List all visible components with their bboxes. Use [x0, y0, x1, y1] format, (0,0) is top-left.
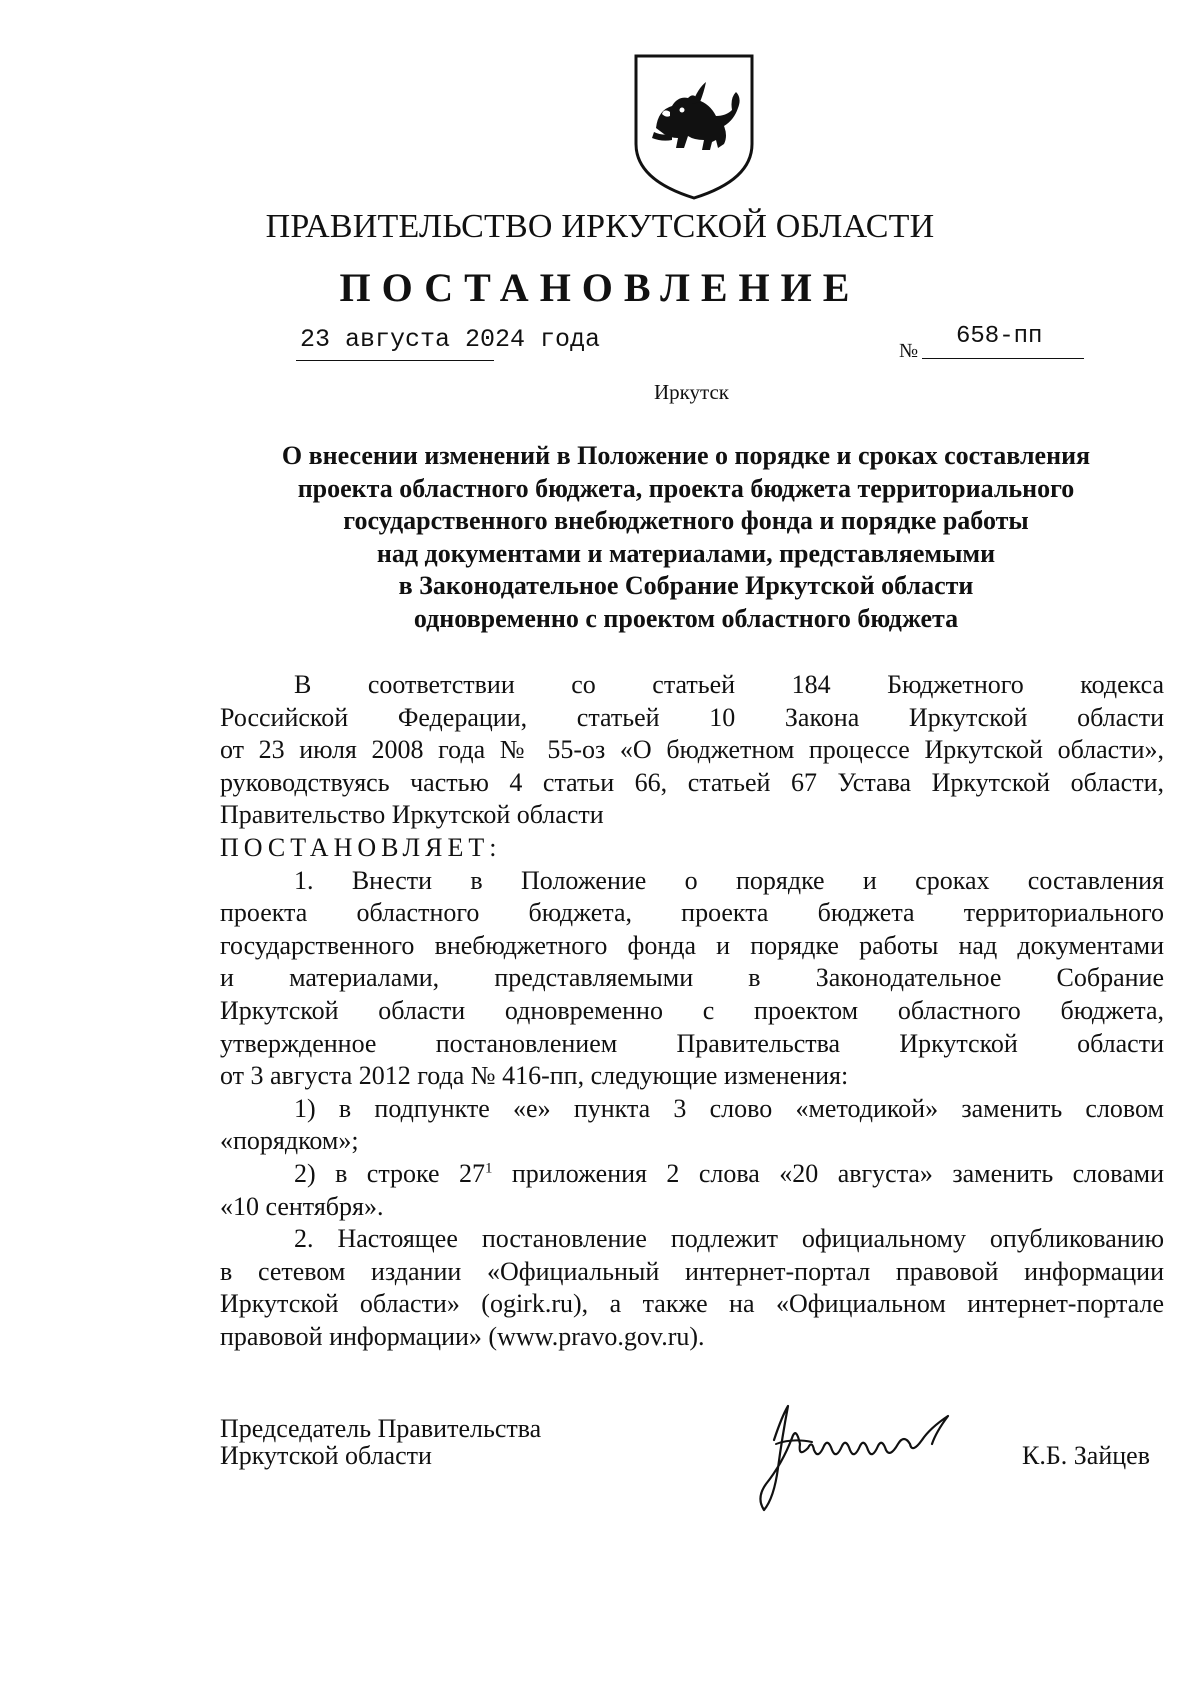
item1-line: проекта областного бюджета, проекта бюджета территориального: [220, 898, 1164, 928]
item1-line: государственного внебюджетного фонда и порядке работы над документами: [220, 930, 1164, 960]
preamble-line: Российской Федерации, статьей 10 Закона Иркутской области: [220, 702, 1164, 732]
heading-line: государственного внебюджетного фонда и порядке работы: [343, 506, 1029, 535]
number-sign: №: [899, 340, 919, 362]
preamble-line: от 23 июля 2008 года № 55-оз «О бюджетном процессе Иркутской области»,: [220, 735, 1164, 765]
decree-word: ПОСТАНОВЛЯЕТ:: [220, 832, 502, 862]
subitem2-line: [220, 1158, 1164, 1191]
subitem1-line: 1) в подпункте «е» пункта 3 слово «методикой» заменить словом: [294, 1093, 1164, 1123]
position-line: Председатель Правительства: [220, 1414, 542, 1443]
city: Иркутск: [653, 380, 730, 404]
coat-of-arms-emblem: [632, 52, 756, 202]
superscript: 1: [484, 1160, 493, 1177]
item2-line: Иркутской области» (ogirk.ru), а также на «Официальном интернет-портале: [220, 1289, 1164, 1319]
document-body: [220, 669, 1164, 1353]
subitem2-text-a: 2) в строке 27: [294, 1158, 485, 1188]
handwritten-signature: [752, 1398, 992, 1518]
item1-line: Иркутской области одновременно с проектом областного бюджета,: [220, 995, 1164, 1025]
preamble-line: В соответствии со статьей 184 Бюджетного кодекса: [294, 670, 1164, 699]
preamble-line: Правительство Иркутской области: [220, 800, 604, 830]
subitem2-text-b: приложения 2 слова «20 августа» заменить словами: [492, 1158, 1164, 1188]
signatory-position: [220, 1415, 541, 1469]
item1-line: утвержденное постановлением Правительства Иркутской области: [220, 1028, 1164, 1058]
item1-line: и материалами, представляемыми в Законодательное Собрание: [220, 963, 1164, 993]
subitem1-line: «порядком»;: [220, 1126, 359, 1156]
number-underline: [922, 358, 1084, 359]
date-underline: [296, 360, 494, 361]
item2-line: 2. Настоящее постановление подлежит официальному опубликованию: [294, 1224, 1164, 1254]
government-title: ПРАВИТЕЛЬСТВО ИРКУТСКОЙ ОБЛАСТИ: [265, 208, 935, 245]
heading-line: проекта областного бюджета, проекта бюджета территориального: [297, 473, 1075, 503]
item1-line: 1. Внести в Положение о порядке и сроках составления: [294, 865, 1164, 895]
preamble-line: руководствуясь частью 4 статьи 66, статьей 67 Устава Иркутской области,: [220, 767, 1164, 797]
heading-line: О внесении изменений в Положение о порядке и сроках составления: [281, 441, 1091, 470]
heading-line: одновременно с проектом областного бюджета: [413, 603, 959, 633]
signatory-name: К.Б. Зайцев: [1022, 1441, 1150, 1470]
heading-line: в Законодательное Собрание Иркутской области: [398, 571, 974, 600]
document-date: 23 августа 2024 года: [300, 325, 601, 354]
item2-line: в сетевом издании «Официальный интернет-портал правовой информации: [220, 1256, 1164, 1286]
item1-line: от 3 августа 2012 года № 416-пп, следующие изменения:: [220, 1061, 849, 1091]
item2-line: правовой информации» (www.pravo.gov.ru).: [220, 1321, 705, 1351]
document-heading: [225, 440, 1147, 635]
subitem2-line: «10 сентября».: [220, 1191, 384, 1221]
document-number: 658-пп: [956, 323, 1043, 350]
heading-line: над документами и материалами, представляемыми: [376, 538, 996, 568]
position-line: Иркутской области: [220, 1441, 432, 1470]
document-type: ПОСТАНОВЛЕНИЕ: [339, 265, 861, 310]
